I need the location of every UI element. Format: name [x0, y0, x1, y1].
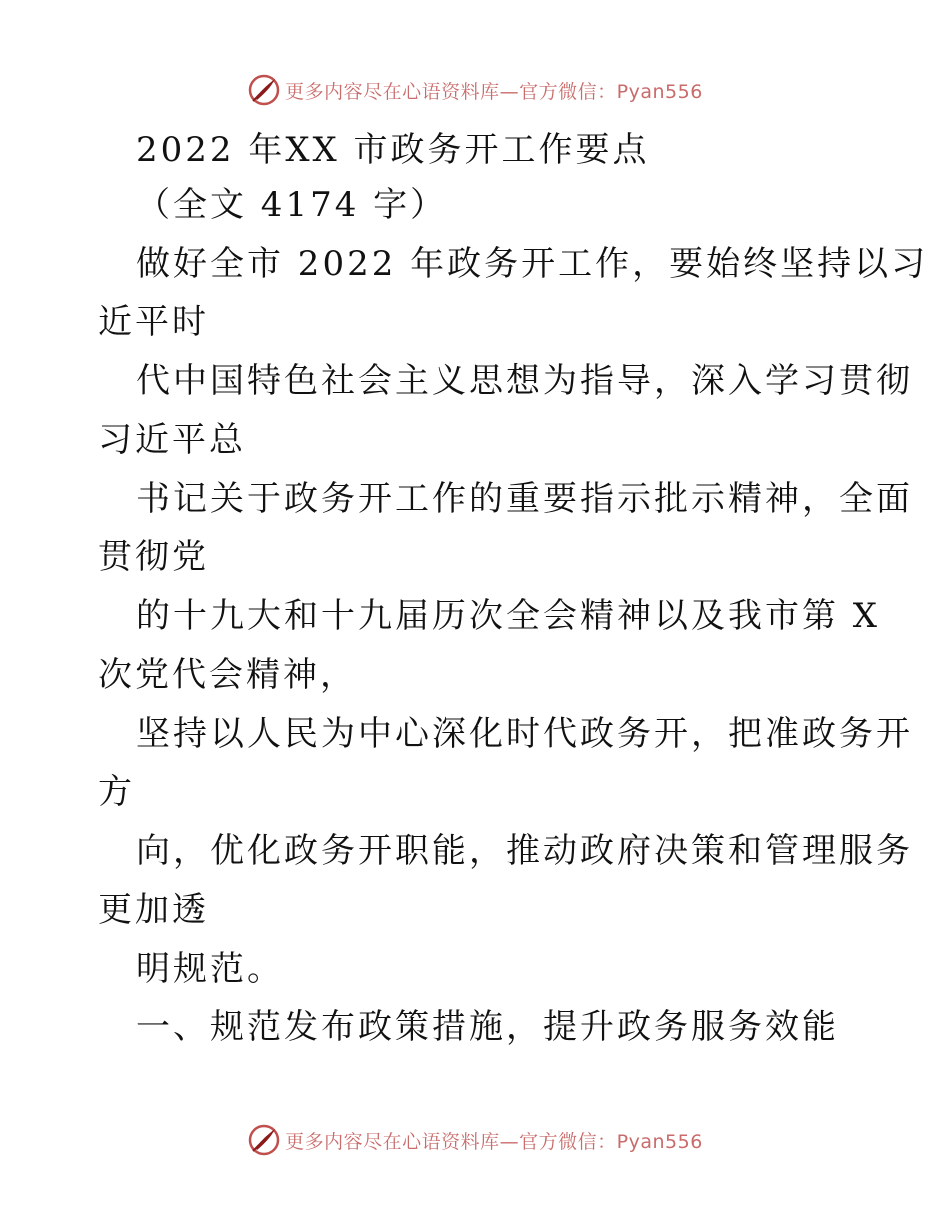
paragraph-line: 方 [98, 772, 135, 812]
watermark-text: 更多内容尽在心语资料库—官方微信：Pyan556 [285, 1130, 703, 1153]
word-count: （全文 4174 字） [136, 185, 448, 225]
paragraph-line: 近平时 [98, 302, 209, 342]
section-heading: 一、规范发布政策措施，提升政务服务效能 [136, 1007, 839, 1047]
paragraph-line: 做好全市 2022 年政务开工作，要始终坚持以习 [136, 244, 929, 284]
paragraph-line: 坚持以人民为中心深化时代政务开，把准政务开 [136, 714, 913, 754]
paragraph-line: 向，优化政务开职能，推动政府决策和管理服务 [136, 831, 913, 871]
paragraph-line: 的十九大和十九届历次全会精神以及我市第 X [136, 596, 881, 636]
paragraph-line: 更加透 [98, 890, 209, 930]
footer-watermark [0, 1120, 950, 1160]
quill-logo-icon [247, 1123, 281, 1157]
document-title: 2022 年XX 市政务开工作要点 [136, 130, 650, 170]
paragraph-line: 次党代会精神， [98, 655, 357, 695]
paragraph-line: 贯彻党 [98, 537, 209, 577]
paragraph-line: 代中国特色社会主义思想为指导，深入学习贯彻 [136, 361, 913, 401]
paragraph-line: 习近平总 [98, 420, 246, 460]
paragraph-line: 明规范。 [136, 949, 284, 989]
paragraph-line: 书记关于政务开工作的重要指示批示精神，全面 [136, 479, 913, 519]
quill-logo-icon [247, 73, 281, 107]
watermark-text: 更多内容尽在心语资料库—官方微信：Pyan556 [285, 80, 703, 103]
header-watermark [0, 70, 950, 110]
